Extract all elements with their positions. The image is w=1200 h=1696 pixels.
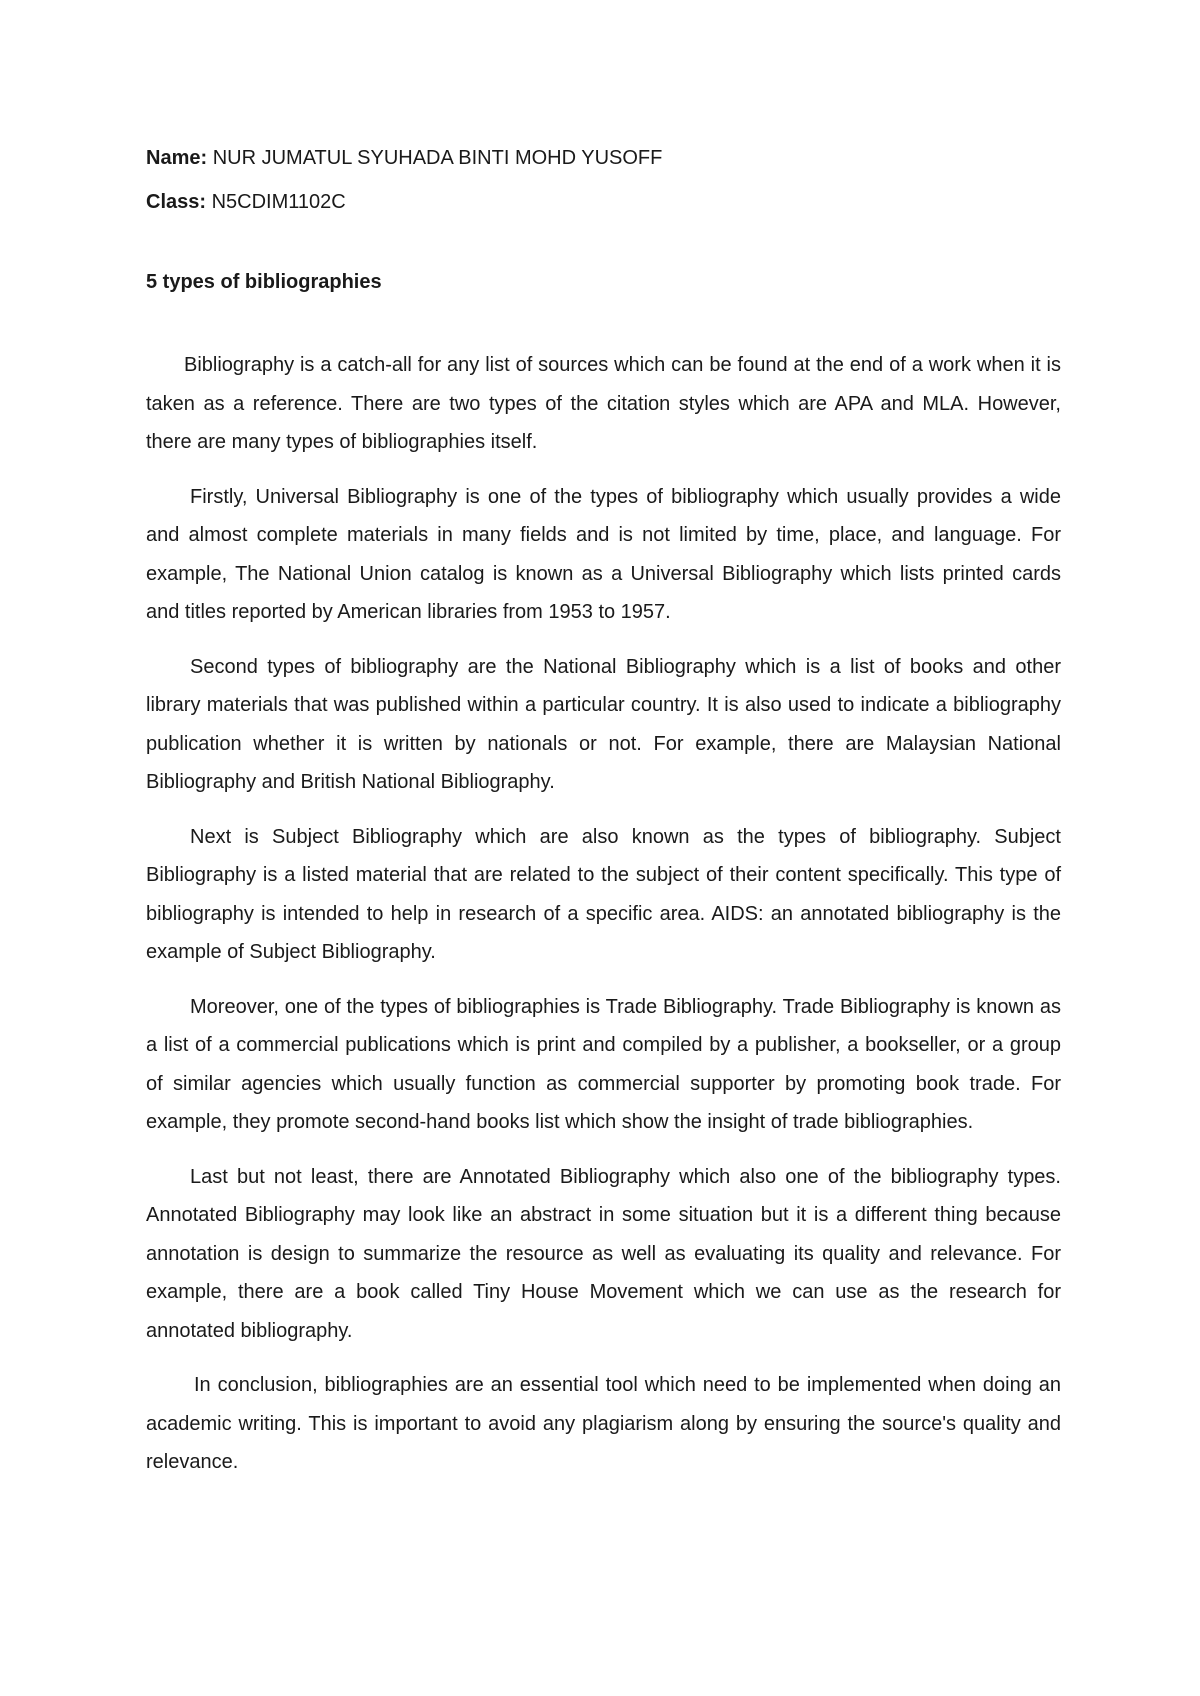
student-class-line — [146, 188, 1061, 216]
paragraph-annotated-bibliography: Last but not least, there are Annotated Bibliography which also one of the bibliography types. Annotated Bibliography may look like an abstract in some situation but it is a different thing because annotation is design to summarize the resource as well as evaluating its quality and relevance. For example, there are a book called Tiny House Movement which we can use as the research for annotated bibliography. — [146, 1165, 1061, 1342]
paragraph-conclusion: In conclusion, bibliographies are an essential tool which need to be implemented when doing an academic writing. This is important to avoid any plagiarism along by ensuring the source's quality and relevance. — [146, 1374, 1061, 1473]
paragraph-trade-bibliography: Moreover, one of the types of bibliographies is Trade Bibliography. Trade Bibliography is known as a list of a commercial publications which is print and compiled by a publisher, a bookseller, or a group of similar agencies which usually function as commercial supporter by promoting book trade. For example, they promote second-hand books list which show the insight of trade bibliographies. — [146, 995, 1061, 1133]
paragraph-introduction: Bibliography is a catch-all for any list of sources which can be found at the end of a work when it is taken as a reference. There are two types of the citation styles which are APA and MLA. However, there are many types of bibliographies itself. — [146, 354, 1061, 453]
paragraph-national-bibliography: Second types of bibliography are the National Bibliography which is a list of books and other library materials that was published within a particular country. It is also used to indicate a bibliography publication whether it is written by nationals or not. For example, there are Malaysian National Bibliography and British National Bibliography. — [146, 655, 1061, 793]
student-name-line — [146, 144, 1061, 172]
class-value: N5CDIM1102C — [206, 191, 346, 213]
document-content — [146, 144, 1061, 1498]
essay-body — [146, 346, 1061, 1482]
name-label: Name: — [146, 147, 208, 169]
paragraph-universal-bibliography: Firstly, Universal Bibliography is one of the types of bibliography which usually provides a wide and almost complete materials in many fields and is not limited by time, place, and language. For example, The National Union catalog is known as a Universal Bibliography which lists printed cards and titles reported by American libraries from 1953 to 1957. — [146, 485, 1061, 623]
document-title: 5 types of bibliographies — [146, 271, 382, 293]
class-label: Class: — [146, 191, 207, 213]
name-value: NUR JUMATUL SYUHADA BINTI MOHD YUSOFF — [207, 147, 663, 169]
paragraph-subject-bibliography: Next is Subject Bibliography which are also known as the types of bibliography. Subject Bibliography is a listed material that are related to the subject of their content specifically. This type of bibliography is intended to help in research of a specific area. AIDS: an annotated bibliography is the example of Subject Bibliography. — [146, 825, 1061, 963]
